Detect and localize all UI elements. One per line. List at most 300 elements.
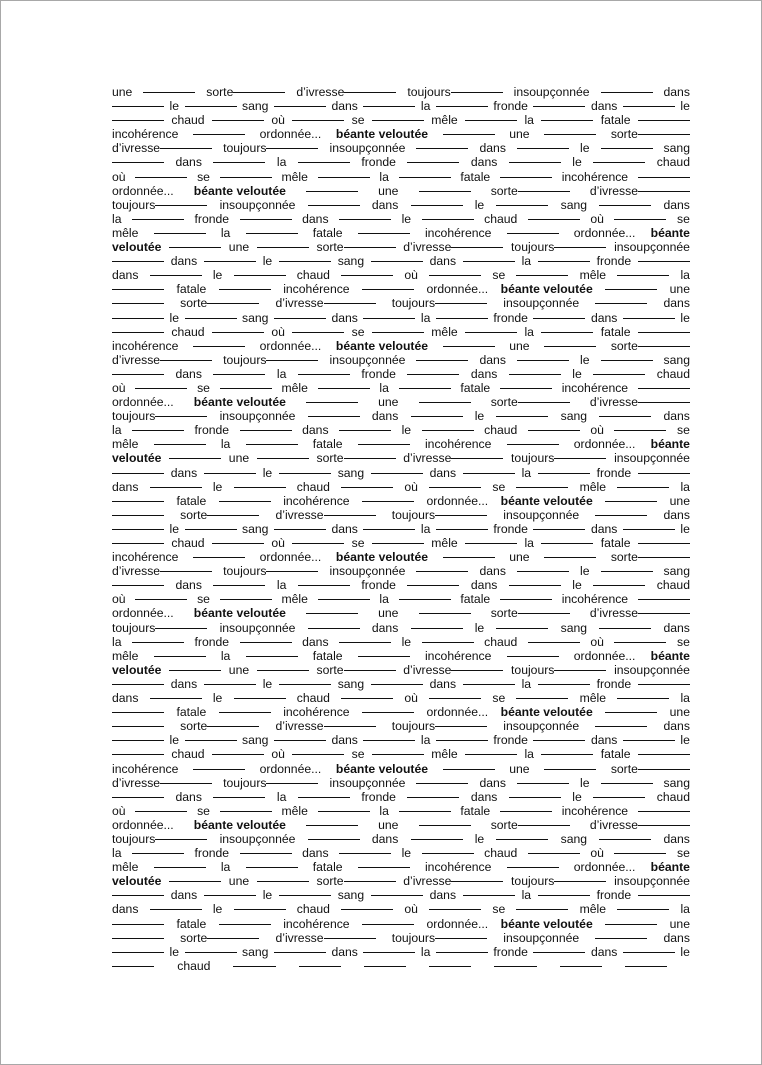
- poem-word: dans: [470, 789, 498, 804]
- poem-line: [112, 832, 690, 846]
- dash-rule: [358, 656, 410, 657]
- dash-rule: [435, 726, 487, 727]
- dash-rule: [324, 303, 376, 304]
- poem-word: où: [404, 902, 418, 917]
- poem-word: la: [379, 380, 389, 395]
- poem-word: le: [401, 634, 412, 649]
- poem-word: fronde: [361, 789, 396, 804]
- poem-word: se: [492, 691, 506, 706]
- poem-line: [112, 606, 690, 620]
- poem-line: [112, 804, 690, 818]
- dash-rule: [617, 698, 669, 699]
- poem-word: mêle: [431, 747, 458, 762]
- poem-word: le: [212, 268, 223, 283]
- dash-rule: [135, 811, 187, 812]
- poem-word: sorte: [316, 240, 395, 254]
- poem-word: chaud: [171, 324, 205, 339]
- dash-rule: [185, 740, 237, 741]
- dash-rule: [593, 162, 645, 163]
- dash-rule: [219, 501, 271, 502]
- poem-word: sang: [337, 254, 365, 269]
- poem-word: la: [680, 268, 690, 283]
- poem-word: se: [197, 592, 210, 607]
- dash-rule: [246, 444, 298, 445]
- poem-word: toujours: [112, 198, 207, 212]
- poem-word: d’ivresse: [275, 508, 375, 522]
- dash-rule: [112, 952, 164, 953]
- poem-word: incohérence: [424, 225, 492, 240]
- poem-word: mêle: [281, 592, 308, 607]
- dash-rule: [363, 529, 415, 530]
- poem-word: sang: [242, 99, 269, 114]
- dash-rule: [399, 177, 451, 178]
- dash-rule: [605, 712, 657, 713]
- poem-word: la: [420, 310, 431, 325]
- poem-word: mêle: [112, 648, 139, 663]
- dash-rule: [185, 106, 237, 107]
- poem-word-bold: béante: [650, 860, 690, 875]
- poem-word: le: [474, 197, 485, 212]
- poem-line: [112, 790, 690, 804]
- poem-line: [112, 635, 690, 649]
- poem-word: d’ivresse: [275, 296, 375, 310]
- dash-rule: [544, 769, 596, 770]
- dash-rule: [135, 599, 187, 600]
- poem-word: la: [220, 225, 231, 240]
- poem-word: mêle: [579, 691, 607, 706]
- poem-word: fatale: [312, 225, 343, 240]
- poem-line: [112, 381, 690, 395]
- dash-rule: [465, 543, 517, 544]
- poem-word: fatale: [460, 169, 491, 184]
- dash-rule: [299, 966, 341, 967]
- poem-word: incohérence: [561, 592, 629, 607]
- dash-rule: [185, 952, 237, 953]
- dash-rule: [560, 966, 602, 967]
- poem-word: la: [524, 324, 534, 339]
- dash-rule: [371, 473, 423, 474]
- dash-rule: [341, 698, 393, 699]
- poem-word: chaud: [177, 958, 211, 973]
- poem-word: dans: [470, 366, 498, 381]
- dash-rule: [193, 346, 245, 347]
- poem-line: [112, 508, 690, 522]
- dash-rule: [298, 162, 350, 163]
- poem-word: incohérence: [283, 705, 350, 720]
- poem-word: d’ivresse: [112, 564, 212, 578]
- poem-word: la: [524, 747, 534, 762]
- dash-rule: [463, 261, 515, 262]
- dash-rule: [419, 191, 471, 192]
- poem-word: sorte: [491, 395, 570, 409]
- poem-word: se: [351, 113, 365, 128]
- poem-word: le: [169, 944, 179, 959]
- dash-rule: [638, 543, 690, 544]
- poem-word: fronde: [194, 211, 230, 226]
- poem-word: dans: [371, 197, 399, 212]
- poem-word: incohérence: [561, 169, 629, 184]
- dash-rule: [292, 543, 344, 544]
- poem-word: d’ivresse: [403, 240, 503, 254]
- dash-rule: [623, 318, 675, 319]
- poem-word: chaud: [171, 536, 205, 550]
- poem-word: chaud: [296, 691, 330, 706]
- poem-word: ordonnée...: [112, 817, 174, 832]
- dash-rule: [538, 473, 590, 474]
- poem-word: insoupçonnée: [503, 719, 580, 734]
- poem-word: le: [212, 479, 223, 494]
- poem-word: fronde: [194, 423, 230, 438]
- dash-rule: [465, 120, 517, 121]
- poem-word: le: [169, 521, 179, 536]
- poem-line: [112, 480, 690, 494]
- dash-rule: [358, 444, 410, 445]
- dash-rule: [154, 233, 206, 234]
- dash-rule: [339, 219, 391, 220]
- poem-word: se: [492, 268, 506, 283]
- poem-word: sorte: [491, 818, 570, 832]
- poem-word: d’ivresse: [590, 395, 690, 409]
- dash-rule: [614, 642, 666, 643]
- dash-rule: [112, 515, 164, 516]
- dash-rule: [257, 247, 309, 248]
- dash-rule: [516, 275, 568, 276]
- poem-word: sorte: [611, 127, 690, 141]
- poem-word: une: [669, 916, 690, 931]
- dash-rule: [435, 303, 487, 304]
- poem-word: dans: [371, 831, 399, 846]
- dash-rule: [436, 952, 488, 953]
- poem-word: la: [379, 169, 389, 184]
- poem-word: chaud: [171, 113, 205, 128]
- poem-word: ordonnée...: [426, 493, 489, 508]
- poem-word: mêle: [281, 803, 308, 818]
- dash-rule: [160, 571, 212, 572]
- poem-line: [112, 254, 690, 268]
- dash-rule: [638, 473, 690, 474]
- dash-rule: [339, 853, 391, 854]
- dash-rule: [246, 867, 298, 868]
- poem-word: toujours: [223, 141, 318, 155]
- poem-word-bold: béante veloutée: [193, 817, 286, 832]
- dash-rule: [541, 332, 593, 333]
- poem-word-bold: béante veloutée: [500, 916, 593, 931]
- poem-word: où: [112, 380, 126, 395]
- poem-word: fatale: [600, 536, 631, 550]
- poem-line: [112, 437, 690, 451]
- poem-line: [112, 353, 690, 367]
- dash-rule: [451, 247, 503, 248]
- poem-word: dans: [302, 211, 329, 226]
- poem-word: ordonnée...: [573, 225, 636, 240]
- dash-rule: [533, 952, 585, 953]
- poem-word: dans: [170, 254, 198, 269]
- poem-word: dans: [479, 775, 506, 790]
- dash-rule: [169, 247, 221, 248]
- dash-rule: [605, 289, 657, 290]
- dash-rule: [344, 881, 396, 882]
- dash-rule: [212, 754, 264, 755]
- poem-word: la: [220, 860, 231, 875]
- poem-word: dans: [175, 578, 202, 593]
- poem-word: dans: [112, 902, 139, 917]
- poem-word: insoupçonnée: [503, 507, 580, 522]
- dash-rule: [344, 458, 396, 459]
- dash-rule: [233, 92, 285, 93]
- dash-rule: [246, 656, 298, 657]
- poem-line: [112, 564, 690, 578]
- poem-word-bold: béante veloutée: [500, 282, 593, 297]
- dash-rule: [213, 374, 265, 375]
- poem-line: [112, 677, 690, 691]
- poem-line: [112, 127, 690, 141]
- dash-rule: [463, 473, 515, 474]
- dash-rule: [185, 318, 237, 319]
- poem-line: [112, 691, 690, 705]
- dash-rule: [362, 501, 414, 502]
- dash-rule: [623, 529, 675, 530]
- poem-text-block: [112, 85, 690, 973]
- poem-word: la: [521, 676, 532, 691]
- poem-word: dans: [590, 310, 618, 325]
- dash-rule: [274, 740, 326, 741]
- poem-word: dans: [302, 423, 329, 438]
- dash-rule: [207, 303, 259, 304]
- dash-rule: [625, 966, 667, 967]
- poem-line: [112, 747, 690, 761]
- poem-word: la: [524, 536, 534, 550]
- poem-word: chaud: [296, 902, 330, 917]
- poem-word: la: [521, 888, 532, 903]
- dash-rule: [554, 670, 606, 671]
- poem-word: incohérence: [112, 127, 179, 142]
- dash-rule: [266, 783, 318, 784]
- poem-word: fatale: [460, 803, 491, 818]
- dash-rule: [599, 839, 651, 840]
- poem-word: sang: [663, 564, 690, 579]
- dash-rule: [465, 332, 517, 333]
- dash-rule: [638, 177, 690, 178]
- poem-word: dans: [590, 733, 618, 748]
- poem-word: incohérence: [561, 803, 629, 818]
- dash-rule: [638, 557, 690, 558]
- poem-word-bold: béante veloutée: [193, 606, 286, 621]
- dash-rule: [518, 825, 570, 826]
- dash-rule: [416, 148, 468, 149]
- dash-rule: [617, 487, 669, 488]
- dash-rule: [160, 783, 212, 784]
- poem-word: où: [271, 113, 285, 128]
- poem-line: [112, 325, 690, 339]
- dash-rule: [150, 487, 202, 488]
- poem-word: toujours: [407, 85, 502, 99]
- poem-word: le: [680, 521, 690, 536]
- dash-rule: [518, 613, 570, 614]
- dash-rule: [292, 332, 344, 333]
- dash-rule: [451, 881, 503, 882]
- poem-word: chaud: [656, 366, 690, 381]
- poem-word: une: [378, 606, 399, 621]
- dash-rule: [593, 797, 645, 798]
- dash-rule: [324, 515, 376, 516]
- poem-word: la: [276, 366, 287, 381]
- poem-word: sorte: [316, 874, 395, 888]
- dash-rule: [500, 177, 552, 178]
- dash-rule: [112, 162, 164, 163]
- poem-line: [112, 719, 690, 733]
- dash-rule: [363, 952, 415, 953]
- poem-word: fatale: [312, 437, 343, 452]
- poem-word: fatale: [176, 916, 207, 931]
- poem-word: mêle: [112, 225, 139, 240]
- poem-word: la: [112, 211, 122, 226]
- poem-word: sang: [337, 676, 365, 691]
- dash-rule: [112, 585, 164, 586]
- dash-rule: [436, 106, 488, 107]
- poem-word: insoupçonnée: [513, 85, 590, 99]
- poem-word-bold: béante veloutée: [335, 550, 429, 565]
- poem-word: le: [262, 676, 273, 691]
- poem-word: fatale: [600, 324, 631, 339]
- dash-rule: [411, 628, 463, 629]
- poem-word: fatale: [176, 705, 207, 720]
- dash-rule: [509, 162, 561, 163]
- dash-rule: [112, 318, 164, 319]
- dash-rule: [233, 966, 275, 967]
- poem-line: [112, 155, 690, 169]
- dash-rule: [193, 769, 245, 770]
- dash-rule: [419, 402, 471, 403]
- poem-word: toujours: [223, 353, 318, 367]
- poem-word: le: [474, 409, 485, 424]
- dash-rule: [154, 656, 206, 657]
- poem-word: dans: [663, 197, 690, 212]
- poem-line: [112, 846, 690, 860]
- poem-word: sang: [242, 733, 269, 748]
- dash-rule: [544, 134, 596, 135]
- dash-rule: [155, 839, 207, 840]
- dash-rule: [212, 332, 264, 333]
- dash-rule: [220, 599, 272, 600]
- poem-word: mêle: [431, 113, 458, 128]
- poem-word-bold: veloutée: [112, 662, 162, 677]
- poem-word: toujours: [511, 451, 606, 465]
- poem-word: fronde: [596, 254, 632, 269]
- poem-word: une: [509, 127, 530, 142]
- poem-word: ordonnée...: [259, 127, 322, 142]
- dash-rule: [528, 430, 580, 431]
- dash-rule: [324, 726, 376, 727]
- dash-rule: [528, 853, 580, 854]
- dash-rule: [416, 360, 468, 361]
- poem-word: dans: [175, 366, 202, 381]
- dash-rule: [516, 909, 568, 910]
- dash-rule: [112, 289, 164, 290]
- poem-word: dans: [175, 789, 202, 804]
- poem-line: [112, 184, 690, 198]
- dash-rule: [362, 712, 414, 713]
- poem-word: se: [492, 479, 506, 494]
- dash-rule: [324, 938, 376, 939]
- dash-rule: [599, 416, 651, 417]
- dash-rule: [638, 332, 690, 333]
- poem-word: d’ivresse: [112, 776, 212, 790]
- poem-word: dans: [331, 944, 358, 959]
- dash-rule: [219, 289, 271, 290]
- dash-rule: [112, 120, 164, 121]
- poem-word: toujours: [392, 931, 487, 945]
- poem-line: [112, 945, 690, 959]
- poem-word: le: [212, 691, 223, 706]
- dash-rule: [246, 233, 298, 234]
- dash-rule: [213, 585, 265, 586]
- poem-word: la: [521, 254, 532, 269]
- dash-rule: [407, 585, 459, 586]
- poem-word: insoupçonnée: [329, 141, 406, 156]
- dash-rule: [207, 515, 259, 516]
- poem-word: le: [169, 310, 179, 325]
- poem-word: une: [112, 85, 133, 99]
- dash-rule: [554, 881, 606, 882]
- dash-rule: [419, 613, 471, 614]
- poem-word: le: [169, 99, 179, 114]
- poem-word: dans: [170, 888, 198, 903]
- poem-line: [112, 733, 690, 747]
- poem-word: se: [197, 169, 210, 184]
- poem-word: se: [351, 536, 365, 550]
- poem-word: fronde: [596, 888, 632, 903]
- poem-word: insoupçonnée: [219, 409, 296, 424]
- dash-rule: [240, 219, 292, 220]
- poem-line: [112, 705, 690, 719]
- poem-word: sang: [663, 775, 690, 790]
- dash-rule: [212, 543, 264, 544]
- dash-rule: [292, 754, 344, 755]
- dash-rule: [518, 402, 570, 403]
- dash-rule: [234, 698, 286, 699]
- poem-line: [112, 494, 690, 508]
- poem-word: la: [220, 648, 231, 663]
- poem-word: où: [590, 423, 604, 438]
- poem-line: [112, 113, 690, 127]
- poem-word: incohérence: [283, 493, 350, 508]
- dash-rule: [339, 642, 391, 643]
- poem-word: sang: [663, 141, 690, 156]
- dash-rule: [306, 191, 358, 192]
- poem-word: toujours: [112, 409, 207, 423]
- poem-word: mêle: [281, 380, 308, 395]
- poem-word: mêle: [579, 479, 607, 494]
- dash-rule: [318, 177, 370, 178]
- dash-rule: [150, 275, 202, 276]
- dash-rule: [638, 613, 690, 614]
- poem-word: dans: [663, 507, 690, 522]
- poem-word: une: [669, 282, 690, 297]
- dash-rule: [274, 106, 326, 107]
- poem-word: fronde: [361, 366, 396, 381]
- poem-word: sang: [663, 352, 690, 367]
- poem-word: dans: [331, 310, 358, 325]
- poem-word: incohérence: [424, 648, 492, 663]
- dash-rule: [257, 458, 309, 459]
- dash-rule: [422, 642, 474, 643]
- dash-rule: [341, 487, 393, 488]
- poem-word: la: [112, 846, 122, 861]
- poem-word-bold: veloutée: [112, 874, 162, 889]
- poem-word: sorte: [491, 184, 570, 198]
- poem-word: une: [378, 395, 399, 410]
- dash-rule: [605, 501, 657, 502]
